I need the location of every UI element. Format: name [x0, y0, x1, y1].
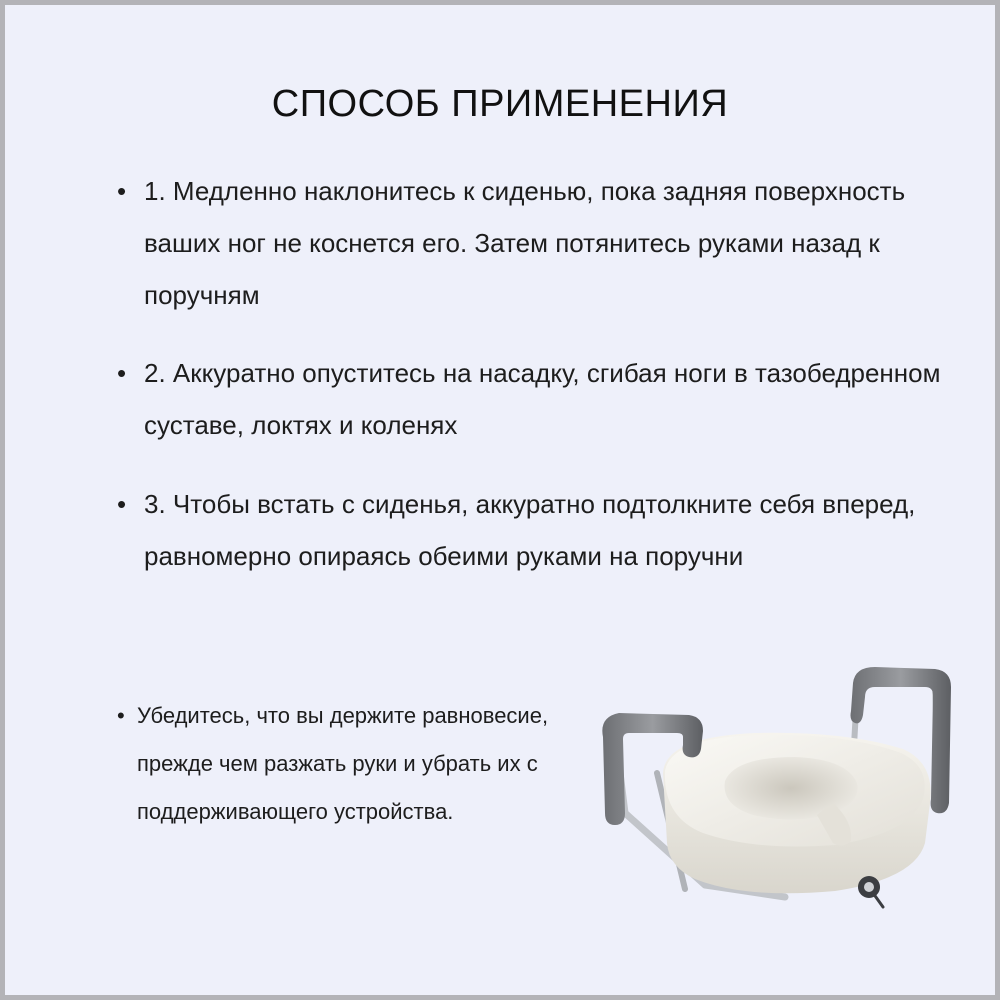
step-item-2 — [117, 347, 947, 451]
step-text-3: 3. Чтобы встать с сиденья, аккуратно подтолкните себя вперед, равномерно опираясь обеими руками на поручни — [144, 489, 916, 571]
step-text-2: 2. Аккуратно опуститесь на насадку, сгибая ноги в тазобедренном суставе, локтях и коленях — [144, 358, 941, 440]
safety-note-text: Убедитесь, что вы держите равновесие, прежде чем разжать руки и убрать их с поддерживающего устройства. — [137, 703, 549, 824]
page-title: СПОСОБ ПРИМЕНЕНИЯ — [271, 83, 729, 125]
bullet-icon: • — [117, 176, 127, 206]
step-item-3 — [117, 478, 947, 582]
raised-toilet-seat-with-armrests-icon — [585, 653, 985, 923]
bullet-icon: • — [117, 358, 127, 388]
step-text-1: 1. Медленно наклонитесь к сиденью, пока задняя поверхность ваших ног не коснется его. Затем потянитесь руками назад к поручням — [144, 176, 906, 310]
instruction-card — [5, 5, 995, 995]
safety-note — [117, 692, 577, 836]
bullet-icon: • — [117, 489, 127, 519]
bullet-icon: • — [117, 703, 125, 728]
step-item-1 — [117, 165, 947, 321]
